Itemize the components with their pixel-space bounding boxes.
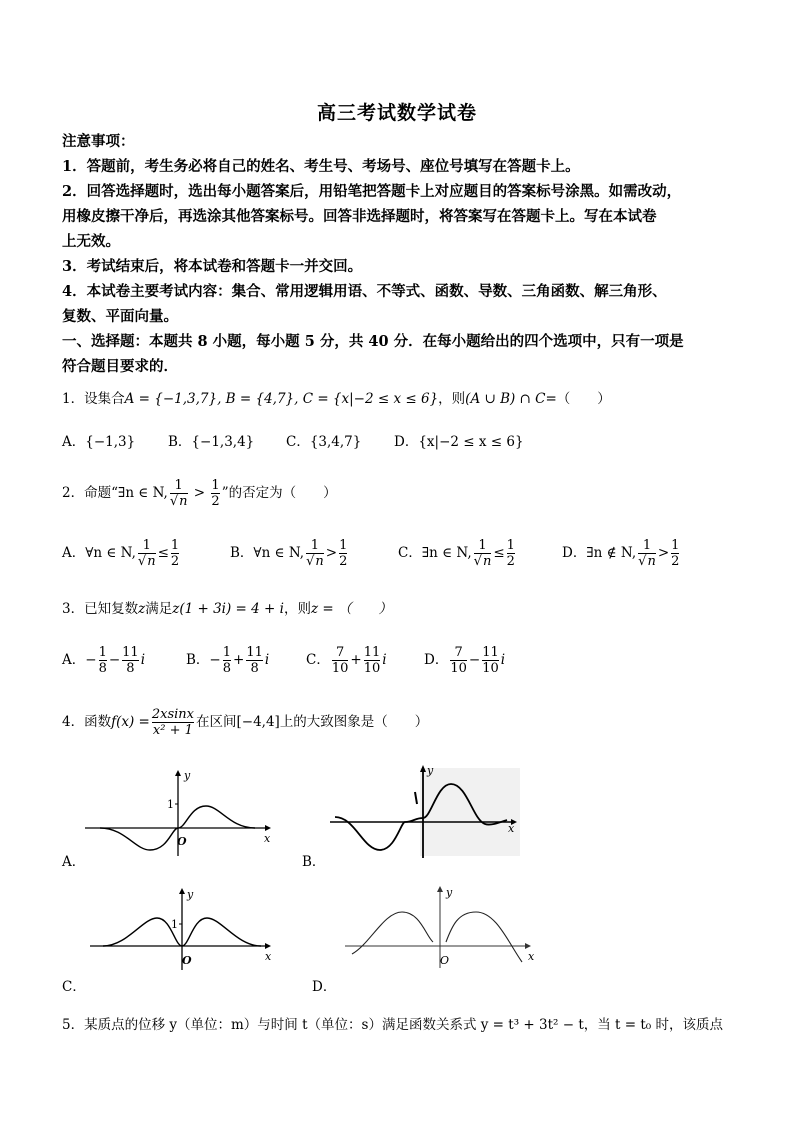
notice-line: 复数、平面向量。: [62, 308, 178, 325]
section-heading: 一、选择题：本题共 8 小题，每小题 5 分，共 40 分．在每小题给出的四个选项中，只有一项是: [62, 333, 684, 350]
question-1-option-b: B．{−1,3,4}: [168, 434, 255, 450]
graph-d-y-label: y: [446, 886, 453, 899]
page-title: 高三考试数学试卷: [316, 102, 477, 124]
graph-b-x-label: x: [508, 822, 515, 835]
question-3-stem: 3．已知复数z满足z(1 + 3i) = 4 + i，则z = （ ）: [62, 601, 392, 617]
notice-line: 4．本试卷主要考试内容：集合、常用逻辑用语、不等式、函数、导数、三角函数、解三角形、: [62, 283, 667, 300]
question-1-stem: 1．设集合A = {−1,3,7}, B = {4,7}, C = {x|−2 ≤ x ≤ 6}，则(A ∪ B) ∩ C=（ ）: [62, 391, 611, 407]
notice-line: 用橡皮擦干净后，再选涂其他答案标号。回答非选择题时，将答案写在答题卡上。写在本试卷: [62, 208, 657, 225]
question-1-option-d: D．{x|−2 ≤ x ≤ 6}: [394, 434, 524, 450]
question-3-option-d: D． $\frac{7}{10}$ − $\frac{11}{10}$ i: [424, 645, 506, 676]
graph-a-tick-one: 1: [167, 798, 174, 811]
section-heading-cont: 符合题目要求的．: [62, 358, 178, 375]
graph-d-x-label: x: [528, 950, 535, 963]
notice-heading: 注意事项：: [62, 133, 135, 150]
graph-c-y-label: y: [187, 888, 194, 901]
graph-d-origin: O: [440, 954, 450, 967]
question-3-option-a: A．− $\frac{1}{8}$ − $\frac{11}{8}$ i: [62, 645, 146, 676]
graph-b-label: B．: [302, 854, 326, 870]
graph-c-tick-one: 1: [171, 918, 178, 931]
graph-c-origin: O: [182, 954, 192, 967]
graph-a-label: A．: [62, 854, 86, 870]
notice-line: 3．考试结束后，将本试卷和答题卡一并交回。: [62, 258, 363, 275]
question-2-option-d: D．∃n ∉ N, $\frac{1}{√n}$ > $\frac{1}{2}$: [562, 538, 680, 569]
graph-a-x-label: x: [264, 832, 271, 845]
question-5-stem: 5．某质点的位移 y（单位：m）与时间 t（单位：s）满足函数关系式 y = t³ + 3t² − t，当 t = t₀ 时，该质点: [62, 1017, 723, 1033]
graph-b: [325, 762, 525, 862]
question-2-option-c: C．∃n ∈ N, $\frac{1}{√n}$ ≤ $\frac{1}{2}$: [398, 538, 515, 569]
graph-d: [340, 884, 540, 969]
graph-d-label: D．: [312, 979, 337, 995]
question-1-option-c: C．{3,4,7}: [286, 434, 362, 450]
question-2-stem: 2．命题“∃n ∈ N, $\frac{1}{√n}$ > $\frac{1}{2}$ ”的否定为（ ）: [62, 478, 337, 509]
graph-c: [85, 888, 280, 973]
graph-a: [80, 768, 275, 858]
notice-line: 2．回答选择题时，选出每小题答案后，用铅笔把答题卡上对应题目的答案标号涂黑。如需改动，: [62, 183, 682, 200]
graph-a-origin: O: [177, 835, 187, 848]
graph-c-label: C．: [62, 979, 86, 995]
question-1-option-a: A．{−1,3}: [62, 434, 136, 450]
question-2-option-a: A．∀n ∈ N, $\frac{1}{√n}$ ≤ $\frac{1}{2}$: [62, 538, 180, 569]
question-2-option-b: B．∀n ∈ N, $\frac{1}{√n}$ > $\frac{1}{2}$: [230, 538, 348, 569]
graph-a-y-label: y: [184, 769, 191, 782]
graph-b-y-label: y: [427, 764, 434, 777]
question-3-option-b: B．− $\frac{1}{8}$ + $\frac{11}{8}$ i: [186, 645, 270, 676]
notice-line: 1．答题前，考生务必将自己的姓名、考生号、考场号、座位号填写在答题卡上。: [62, 158, 580, 175]
question-3-option-c: C． $\frac{7}{10}$ + $\frac{11}{10}$ i: [306, 645, 387, 676]
question-4-stem: 4．函数f(x) = $\frac{2xsinx}{\text{x² + 1}}$ 在区间[−4,4]上的大致图象是（ ）: [62, 707, 429, 738]
graph-c-x-label: x: [265, 950, 272, 963]
notice-line: 上无效。: [62, 233, 120, 250]
